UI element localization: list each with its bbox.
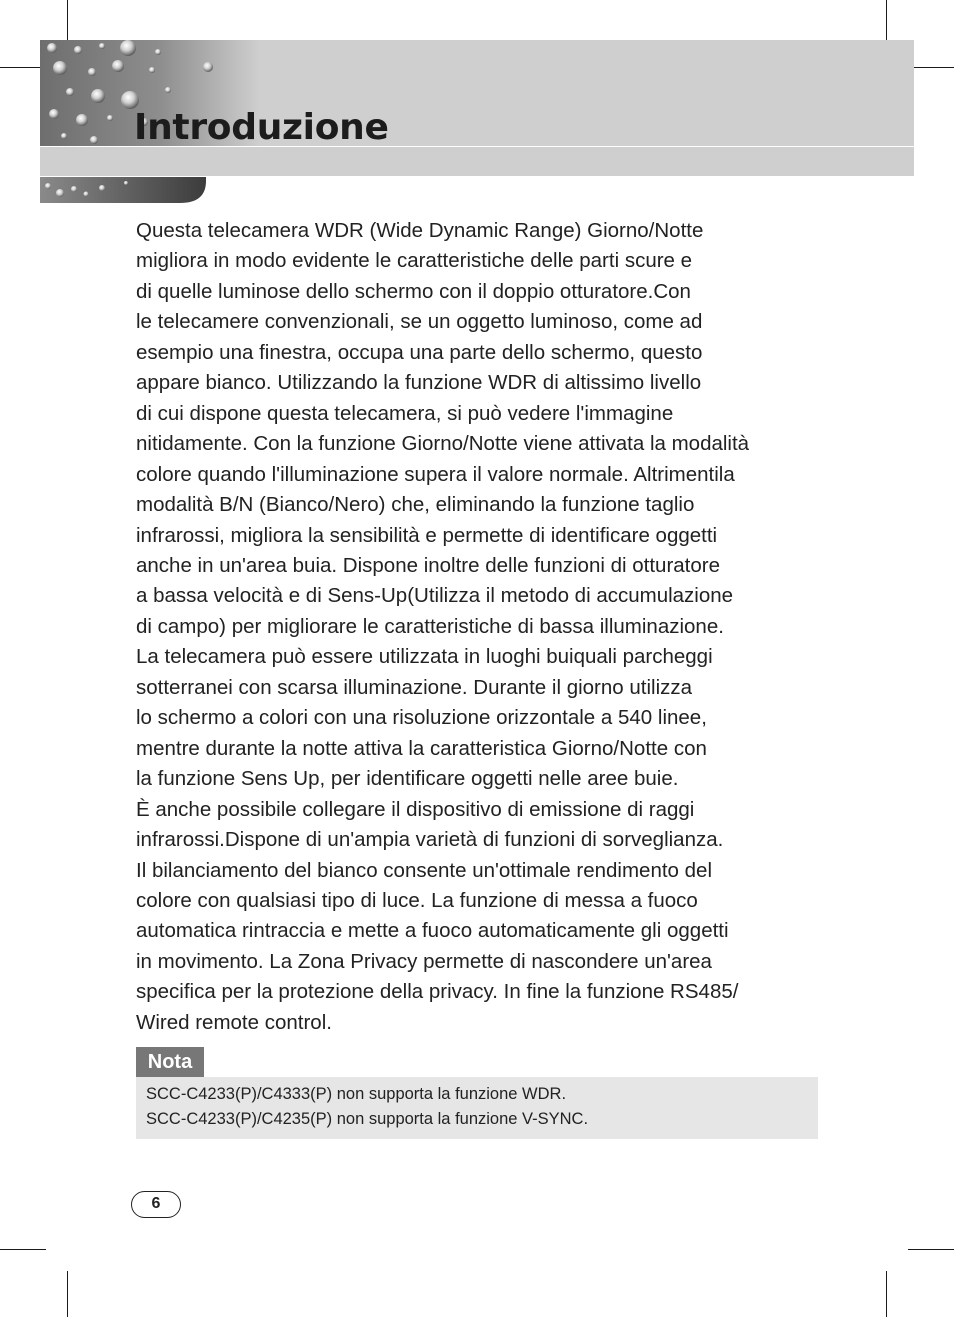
text-line: modalità B/N (Bianco/Nero) che, eliminando la funzione taglio xyxy=(136,493,695,517)
text-line: nitidamente. Con la funzione Giorno/Notte viene attivata la modalità xyxy=(136,432,750,456)
text-line: infrarossi, migliora la sensibilità e permette di identificare oggetti xyxy=(136,523,718,547)
page-number: 6 xyxy=(131,1191,181,1218)
crop-mark xyxy=(67,1271,68,1317)
text-line: migliora in modo evidente le caratteristiche delle parti scure e xyxy=(136,249,693,273)
text-line: automatica rintraccia e mette a fuoco automaticamente gli oggetti xyxy=(136,919,729,943)
note-line: SCC-C4233(P)/C4235(P) non supporta la funzione V-SYNC. xyxy=(146,1110,589,1128)
page-title: Introduzione xyxy=(134,107,389,148)
text-line: colore quando l'illuminazione supera il valore normale. Altrimentila xyxy=(136,462,735,486)
text-line: in movimento. La Zona Privacy permette di nascondere un'area xyxy=(136,949,712,973)
text-line: infrarossi.Dispone di un'ampia varietà di funzioni di sorveglianza. xyxy=(136,828,724,852)
text-line: le telecamere convenzionali, se un oggetto luminoso, come ad xyxy=(136,310,703,334)
text-line: la funzione Sens Up, per identificare oggetti nelle aree buie. xyxy=(136,767,679,791)
body-paragraph xyxy=(136,216,836,1038)
text-line: mentre durante la notte attiva la caratteristica Giorno/Notte con xyxy=(136,736,707,760)
text-line: di quelle luminose dello schermo con il doppio otturatore.Con xyxy=(136,279,691,303)
text-line: La telecamera può essere utilizzata in luoghi buiquali parcheggi xyxy=(136,645,713,669)
text-line: Il bilanciamento del bianco consente un'ottimale rendimento del xyxy=(136,858,712,882)
text-line: È anche possibile collegare il dispositivo di emissione di raggi xyxy=(136,797,695,821)
crop-mark xyxy=(908,1249,954,1250)
text-line: Wired remote control. xyxy=(136,1010,332,1034)
crop-mark xyxy=(886,1271,887,1317)
note-box xyxy=(136,1077,818,1139)
note-line: SCC-C4233(P)/C4333(P) non supporta la funzione WDR. xyxy=(146,1085,567,1103)
text-line: di campo) per migliorare le caratteristiche di bassa illuminazione. xyxy=(136,614,724,638)
header-tab-decoration xyxy=(40,177,206,203)
text-line: anche in un'area buia. Dispone inoltre delle funzioni di otturatore xyxy=(136,553,720,577)
text-line: Questa telecamera WDR (Wide Dynamic Range) Giorno/Notte xyxy=(136,219,704,242)
crop-mark xyxy=(0,1249,46,1250)
text-line: colore con qualsiasi tipo di luce. La funzione di messa a fuoco xyxy=(136,888,698,912)
text-line: appare bianco. Utilizzando la funzione WDR di altissimo livello xyxy=(136,371,702,395)
text-line: sotterranei con scarsa illuminazione. Durante il giorno utilizza xyxy=(136,675,693,699)
text-line: a bassa velocità e di Sens-Up(Utilizza il metodo di accumulazione xyxy=(136,584,734,608)
crop-mark xyxy=(908,67,954,68)
text-line: esempio una finestra, occupa una parte dello schermo, questo xyxy=(136,340,703,364)
text-line: di cui dispone questa telecamera, si può vedere l'immagine xyxy=(136,401,674,425)
note-label: Nota xyxy=(136,1047,204,1077)
text-line: specifica per la protezione della privacy. In fine la funzione RS485/ xyxy=(136,980,739,1004)
text-line: lo schermo a colori con una risoluzione orizzontale a 540 linee, xyxy=(136,706,707,730)
